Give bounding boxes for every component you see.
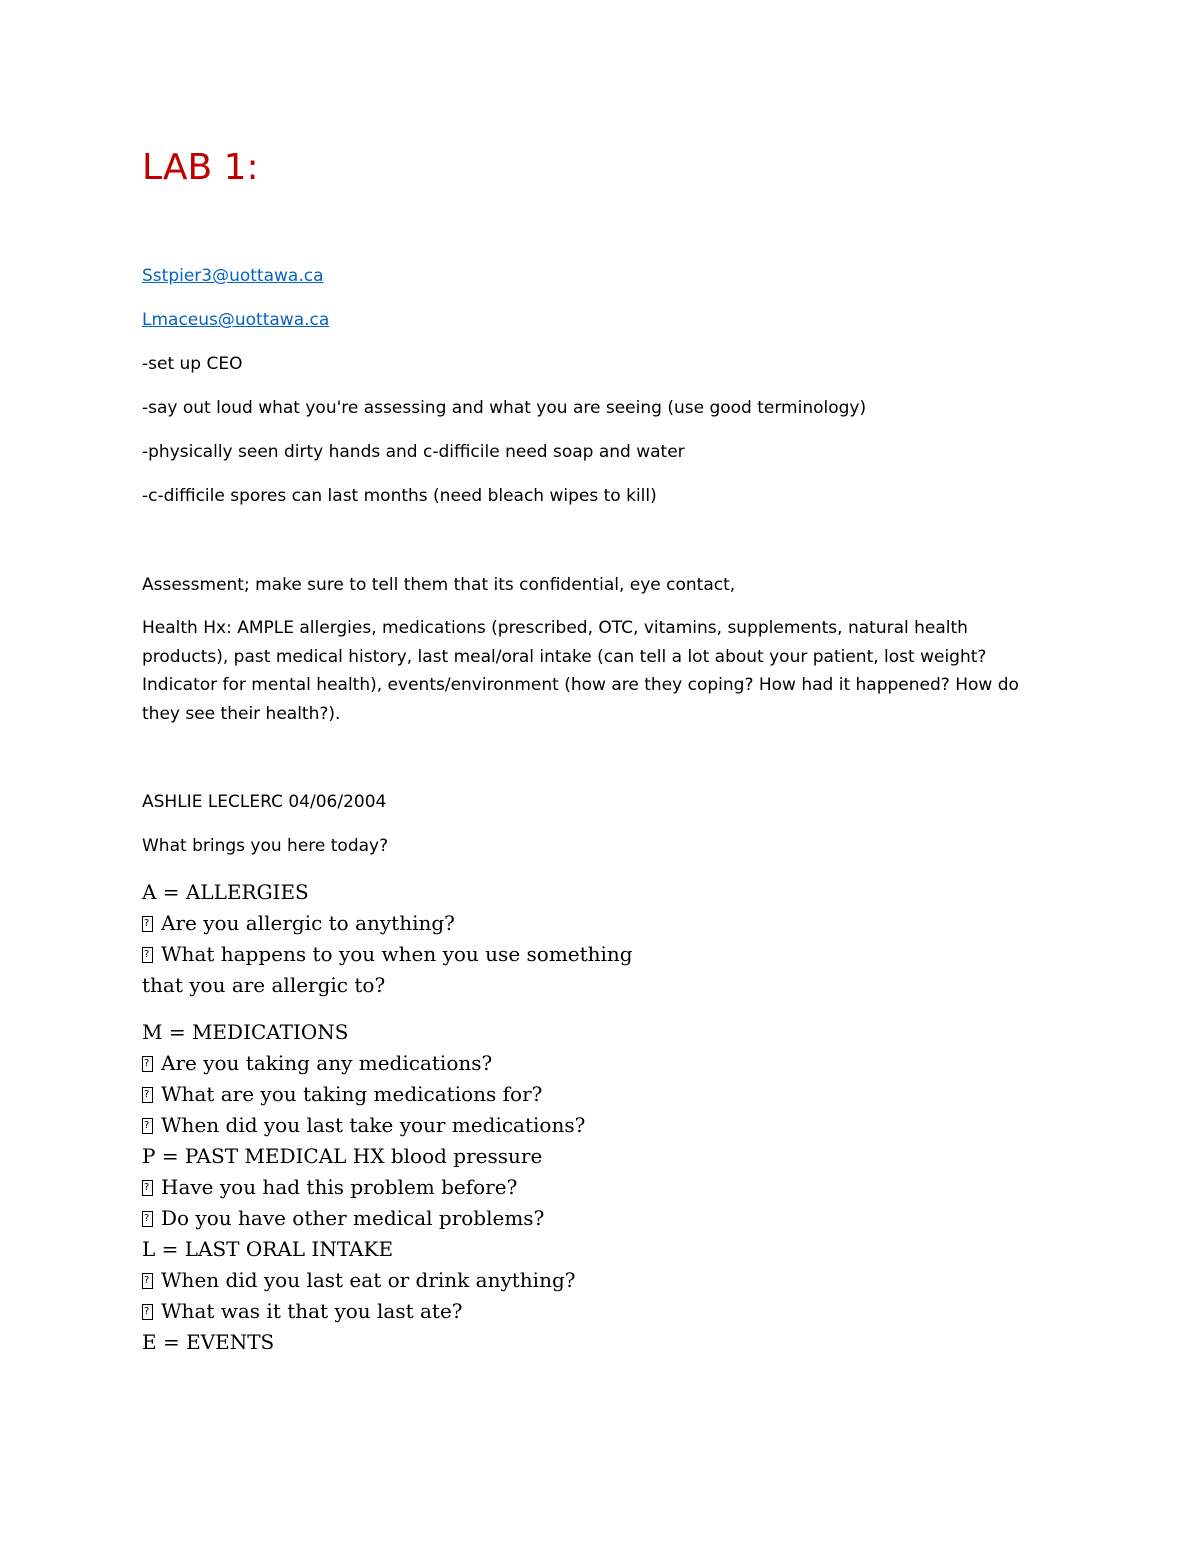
list-item-continuation: that you are allergic to? xyxy=(142,973,386,997)
health-hx-paragraph xyxy=(142,614,1072,728)
list-item-text: Do you have other medical problems? xyxy=(161,1206,545,1230)
list-item-text: When did you last eat or drink anything? xyxy=(161,1268,576,1292)
list-item xyxy=(142,1203,585,1234)
list-item-text: When did you last take your medications? xyxy=(161,1113,586,1137)
events-heading: E = EVENTS xyxy=(142,1330,275,1354)
missing-glyph-icon xyxy=(142,1087,153,1103)
note-line: -set up CEO xyxy=(142,354,243,374)
missing-glyph-icon xyxy=(142,1118,153,1134)
list-item-text: Have you had this problem before? xyxy=(161,1175,518,1199)
ample-section xyxy=(142,1017,585,1358)
allergies-heading: A = ALLERGIES xyxy=(142,880,309,904)
allergies-section xyxy=(142,877,633,1001)
list-item xyxy=(142,1296,585,1327)
list-item xyxy=(142,939,633,970)
assessment-note: Assessment; make sure to tell them that its confidential, eye contact, xyxy=(142,575,736,595)
health-hx-line: Indicator for mental health), events/environment (how are they coping? How had it happened? How do xyxy=(142,675,1019,695)
missing-glyph-icon xyxy=(142,947,153,963)
email-link-text[interactable]: Sstpier3@uottawa.ca xyxy=(142,266,324,286)
last-oral-intake-heading: L = LAST ORAL INTAKE xyxy=(142,1237,394,1261)
list-item xyxy=(142,1110,585,1141)
past-medical-heading: P = PAST MEDICAL HX blood pressure xyxy=(142,1144,543,1168)
intro-question: What brings you here today? xyxy=(142,836,389,856)
list-item-text: Are you taking any medications? xyxy=(161,1051,493,1075)
email-link-2[interactable] xyxy=(142,310,329,330)
note-line: -c-difficile spores can last months (need bleach wipes to kill) xyxy=(142,486,657,506)
email-link-1[interactable] xyxy=(142,266,324,286)
medications-heading: M = MEDICATIONS xyxy=(142,1020,349,1044)
note-line: -physically seen dirty hands and c-difficile need soap and water xyxy=(142,442,685,462)
list-item xyxy=(142,1265,585,1296)
patient-name-date: ASHLIE LECLERC 04/06/2004 xyxy=(142,792,387,812)
list-item-text: What happens to you when you use something xyxy=(161,942,633,966)
missing-glyph-icon xyxy=(142,1304,153,1320)
page-title: LAB 1: xyxy=(142,147,259,188)
list-item-text: Are you allergic to anything? xyxy=(161,911,455,935)
email-link-text[interactable]: Lmaceus@uottawa.ca xyxy=(142,310,330,330)
missing-glyph-icon xyxy=(142,916,153,932)
list-item xyxy=(142,1048,585,1079)
health-hx-line: products), past medical history, last meal/oral intake (can tell a lot about your patient, lost weight? xyxy=(142,646,987,667)
missing-glyph-icon xyxy=(142,1211,153,1227)
missing-glyph-icon xyxy=(142,1180,153,1196)
note-line: -say out loud what you're assessing and what you are seeing (use good terminology) xyxy=(142,398,867,418)
list-item xyxy=(142,908,633,939)
missing-glyph-icon xyxy=(142,1056,153,1072)
missing-glyph-icon xyxy=(142,1273,153,1289)
list-item xyxy=(142,1079,585,1110)
list-item-text: What was it that you last ate? xyxy=(161,1299,463,1323)
list-item xyxy=(142,1172,585,1203)
health-hx-line: Health Hx: AMPLE allergies, medications (prescribed, OTC, vitamins, supplements, natural health xyxy=(142,618,968,638)
health-hx-line: they see their health?). xyxy=(142,703,341,724)
list-item-text: What are you taking medications for? xyxy=(161,1082,543,1106)
